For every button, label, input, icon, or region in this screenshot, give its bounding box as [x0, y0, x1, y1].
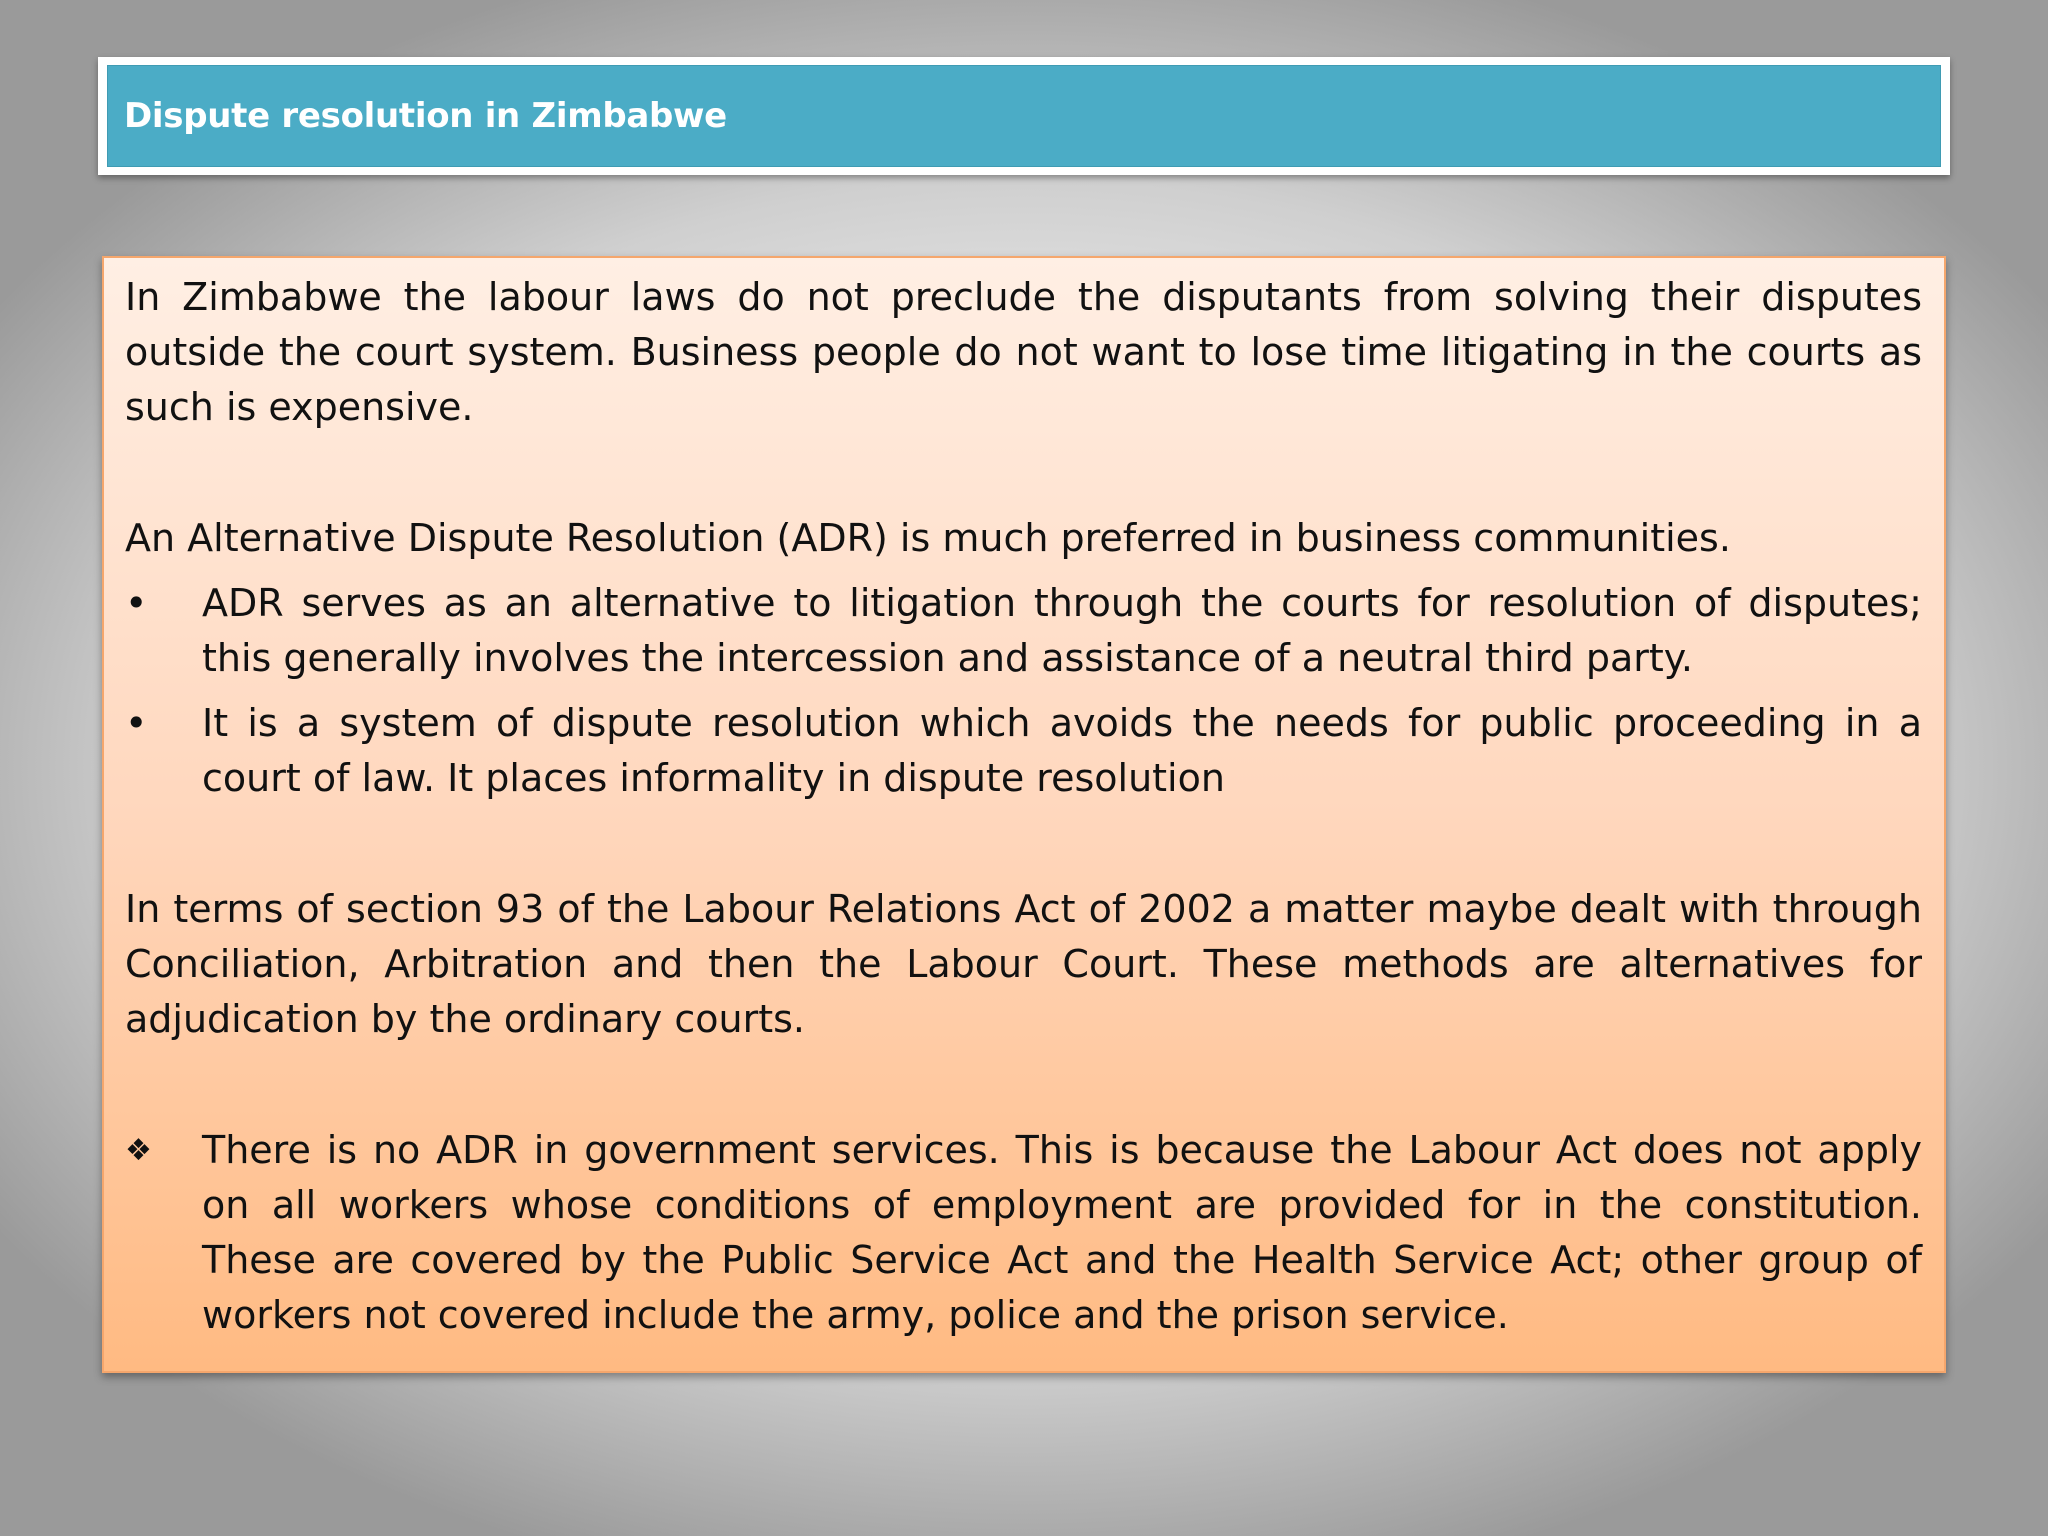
bullet-icon: • — [125, 701, 148, 745]
slide-title-bar — [107, 65, 1941, 167]
spacer — [125, 806, 1922, 882]
slide-title-frame — [98, 57, 1950, 175]
bullet-icon: • — [125, 581, 148, 625]
slide-title: Dispute resolution in Zimbabwe — [124, 96, 727, 136]
bullet-text: It is a system of dispute resolution which avoids the needs for public proceeding in a court of law. It places informality in dispute resolution — [202, 701, 1922, 800]
adr-paragraph: An Alternative Dispute Resolution (ADR) is much preferred in business communities. — [125, 516, 1731, 560]
bullet-text: There is no ADR in government services. This is because the Labour Act does not apply on all workers whose conditions of employment are provided for in the constitution. These are covered by the Public Service Act and the Health Service Act; other group of workers not covered include the army, police and the prison service. — [202, 1128, 1922, 1337]
section-93-paragraph: In terms of section 93 of the Labour Relations Act of 2002 a matter maybe dealt with through Conciliation, Arbitration and then the Labour Court. These methods are alternatives for adjudication by the ordinary courts. — [125, 887, 1922, 1041]
list-item — [125, 576, 1922, 686]
spacer — [125, 1047, 1922, 1123]
content-box — [102, 256, 1946, 1373]
list-item — [125, 696, 1922, 806]
diamond-bullet-icon: ❖ — [125, 1133, 152, 1168]
spacer — [125, 435, 1922, 511]
bullet-text: ADR serves as an alternative to litigation through the courts for resolution of disputes; this generally involves the intercession and assistance of a neutral third party. — [202, 581, 1922, 680]
list-item — [125, 1123, 1922, 1343]
intro-paragraph: In Zimbabwe the labour laws do not preclude the disputants from solving their disputes outside the court system. Business people do not want to lose time litigating in the courts as such is expensive. — [125, 275, 1922, 429]
